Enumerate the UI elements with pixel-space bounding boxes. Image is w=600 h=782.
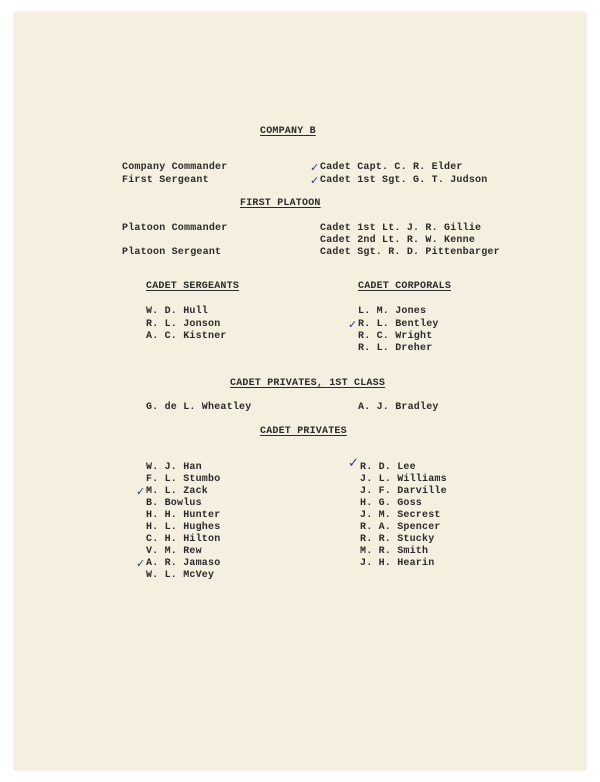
private-name: M. L. Zack — [146, 486, 209, 497]
corporal-name: R. L. Dreher — [358, 343, 433, 354]
corporal-name: R. C. Wright — [358, 331, 433, 342]
sergeant-name: R. L. Jonson — [146, 319, 221, 330]
private-name: J. F. Darville — [360, 486, 447, 497]
check-mark-icon: ✓ — [136, 557, 146, 570]
private-name: J. H. Hearin — [360, 558, 435, 569]
first-platoon-heading: FIRST PLATOON — [240, 198, 321, 209]
company-commander-label: Company Commander — [122, 162, 228, 173]
company-heading: COMPANY B — [260, 126, 316, 137]
check-mark-icon: ✓ — [136, 485, 146, 498]
sergeant-name: A. C. Kistner — [146, 331, 227, 342]
private-name: R. A. Spencer — [360, 522, 441, 533]
sergeant-name: W. D. Hull — [146, 306, 209, 317]
private-name: A. R. Jamaso — [146, 558, 221, 569]
private-name: H. G. Goss — [360, 498, 423, 509]
private-first-class-name: G. de L. Wheatley — [146, 402, 252, 413]
privates-first-class-heading: CADET PRIVATES, 1ST CLASS — [230, 378, 386, 389]
platoon-sergeant-name: Cadet Sgt. R. D. Pittenbarger — [320, 247, 500, 258]
private-name: V. M. Rew — [146, 546, 202, 557]
private-name: R. D. Lee — [360, 462, 416, 473]
private-name: R. R. Stucky — [360, 534, 435, 545]
corporal-name: L. M. Jones — [358, 306, 427, 317]
private-name: B. Bowlus — [146, 498, 202, 509]
private-name: W. L. McVey — [146, 570, 215, 581]
platoon-commander-label: Platoon Commander — [122, 223, 228, 234]
check-mark-icon: ✓ — [348, 318, 358, 331]
first-sergeant-name: Cadet 1st Sgt. G. T. Judson — [320, 175, 488, 186]
platoon-sergeant-label: Platoon Sergeant — [122, 247, 222, 258]
cadet-privates-heading: CADET PRIVATES — [260, 426, 347, 437]
private-first-class-name: A. J. Bradley — [358, 402, 439, 413]
document-page — [14, 12, 586, 770]
private-name: W. J. Han — [146, 462, 202, 473]
private-name: M. R. Smith — [360, 546, 429, 557]
private-name: F. L. Stumbo — [146, 474, 221, 485]
private-name: H. H. Hunter — [146, 510, 221, 521]
private-name: J. M. Secrest — [360, 510, 441, 521]
check-mark-icon: ✓ — [348, 456, 359, 471]
corporal-name: R. L. Bentley — [358, 319, 439, 330]
cadet-corporals-heading: CADET CORPORALS — [358, 281, 452, 292]
first-sergeant-label: First Sergeant — [122, 175, 209, 186]
check-mark-icon: ✓ — [310, 174, 320, 187]
private-name: J. L. Williams — [360, 474, 447, 485]
platoon-commander-name: Cadet 1st Lt. J. R. Gillie — [320, 223, 482, 234]
check-mark-icon: ✓ — [310, 161, 320, 174]
company-commander-name: Cadet Capt. C. R. Elder — [320, 162, 463, 173]
second-lieutenant-name: Cadet 2nd Lt. R. W. Kenne — [320, 235, 476, 246]
private-name: H. L. Hughes — [146, 522, 221, 533]
cadet-sergeants-heading: CADET SERGEANTS — [146, 281, 240, 292]
private-name: C. H. Hilton — [146, 534, 221, 545]
